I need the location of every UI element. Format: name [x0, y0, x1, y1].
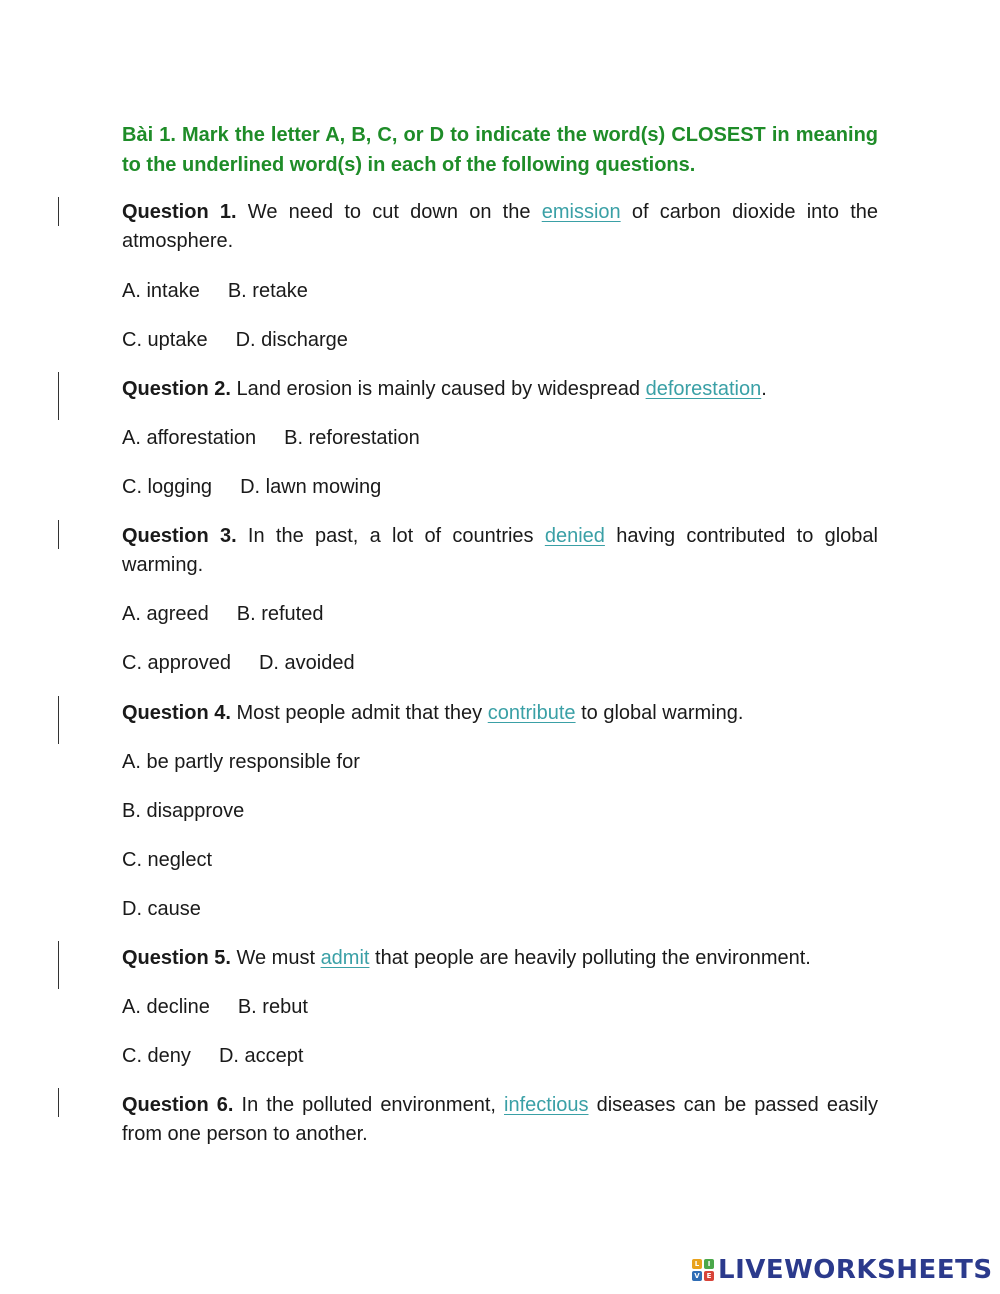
question-text-after: diseases can be passed easily from one person to another. [122, 1094, 878, 1145]
question-text-before: In the polluted environment, [233, 1094, 505, 1116]
question-text-after: of carbon dioxide into the atmosphere. [122, 201, 879, 252]
question-marker [58, 520, 59, 549]
options-row [122, 649, 355, 678]
option-d[interactable]: D. lawn mowing [240, 476, 382, 498]
question-marker [58, 1088, 59, 1117]
question-1 [122, 198, 878, 256]
liveworksheets-logo[interactable] [692, 1254, 993, 1286]
option-b[interactable]: B. refuted [236, 603, 324, 625]
option-a[interactable]: A. decline [122, 996, 210, 1018]
options-row [122, 993, 308, 1022]
options-row [122, 326, 348, 355]
question-text-after: to global warming. [575, 702, 744, 724]
question-marker [58, 696, 59, 744]
question-label: Question 2. [122, 378, 231, 400]
option-c[interactable]: C. logging [122, 476, 213, 498]
question-text-after: having contributed to global warming. [122, 525, 878, 576]
question-3 [122, 522, 878, 580]
question-text-before: Land erosion is mainly caused by widespread [230, 378, 646, 400]
logo-mark-cell: V [692, 1271, 702, 1281]
question-4 [122, 699, 878, 728]
options-row [122, 600, 323, 629]
option-a[interactable]: A. afforestation [122, 427, 257, 449]
option-b[interactable]: B. rebut [237, 996, 308, 1018]
option-c[interactable]: C. uptake [122, 329, 208, 351]
option-a[interactable]: A. intake [122, 280, 200, 302]
option-b[interactable]: B. reforestation [284, 427, 420, 449]
question-text-before: In the past, a lot of countries [236, 525, 545, 547]
question-marker [58, 372, 59, 420]
question-marker [58, 197, 59, 226]
exercise-heading: Bài 1. Mark the letter A, B, C, or D to indicate the word(s) CLOSEST in meaning to the underlined word(s) in each of the following questions. [122, 124, 878, 176]
question-text-before: Most people admit that they [230, 702, 488, 724]
underlined-word[interactable]: contribute [487, 702, 576, 724]
option-b[interactable]: B. retake [227, 280, 308, 302]
question-6 [122, 1091, 878, 1149]
underlined-word[interactable]: deforestation [645, 378, 762, 400]
question-5 [122, 944, 878, 973]
logo-mark-cell: E [704, 1271, 714, 1281]
underlined-word[interactable]: denied [544, 525, 605, 547]
option-c[interactable]: C. deny [122, 1045, 191, 1067]
options-row [122, 424, 420, 453]
option-d[interactable]: D. avoided [258, 652, 355, 674]
logo-text: LIVEWORKSHEETS [718, 1255, 993, 1285]
option-a[interactable]: A. be partly responsible for [122, 751, 360, 773]
question-label: Question 5. [122, 947, 231, 969]
question-text-before: We need to cut down on the [236, 201, 542, 223]
options-row [122, 1042, 303, 1071]
option-c[interactable]: C. neglect [122, 849, 213, 871]
option-d[interactable]: D. cause [122, 898, 201, 920]
underlined-word[interactable]: admit [320, 947, 370, 969]
option-b[interactable]: B. disapprove [122, 800, 245, 822]
options-row [122, 473, 381, 502]
question-marker [58, 941, 59, 989]
question-text-before: We must [230, 947, 321, 969]
option-a[interactable]: A. agreed [122, 603, 209, 625]
question-label: Question 3. [122, 525, 237, 547]
question-text-after: that people are heavily polluting the environment. [369, 947, 811, 969]
options-row [122, 277, 308, 306]
option-d[interactable]: D. accept [218, 1045, 304, 1067]
logo-mark-icon [692, 1259, 714, 1281]
option-d[interactable]: D. discharge [235, 329, 348, 351]
question-label: Question 4. [122, 702, 231, 724]
logo-mark-cell: I [704, 1259, 714, 1269]
option-c[interactable]: C. approved [122, 652, 231, 674]
underlined-word[interactable]: infectious [504, 1094, 589, 1116]
question-label: Question 6. [122, 1094, 234, 1116]
question-2 [122, 375, 878, 404]
question-text-after: . [761, 378, 767, 400]
logo-mark-cell: L [692, 1259, 702, 1269]
underlined-word[interactable]: emission [541, 201, 621, 223]
question-label: Question 1. [122, 201, 237, 223]
